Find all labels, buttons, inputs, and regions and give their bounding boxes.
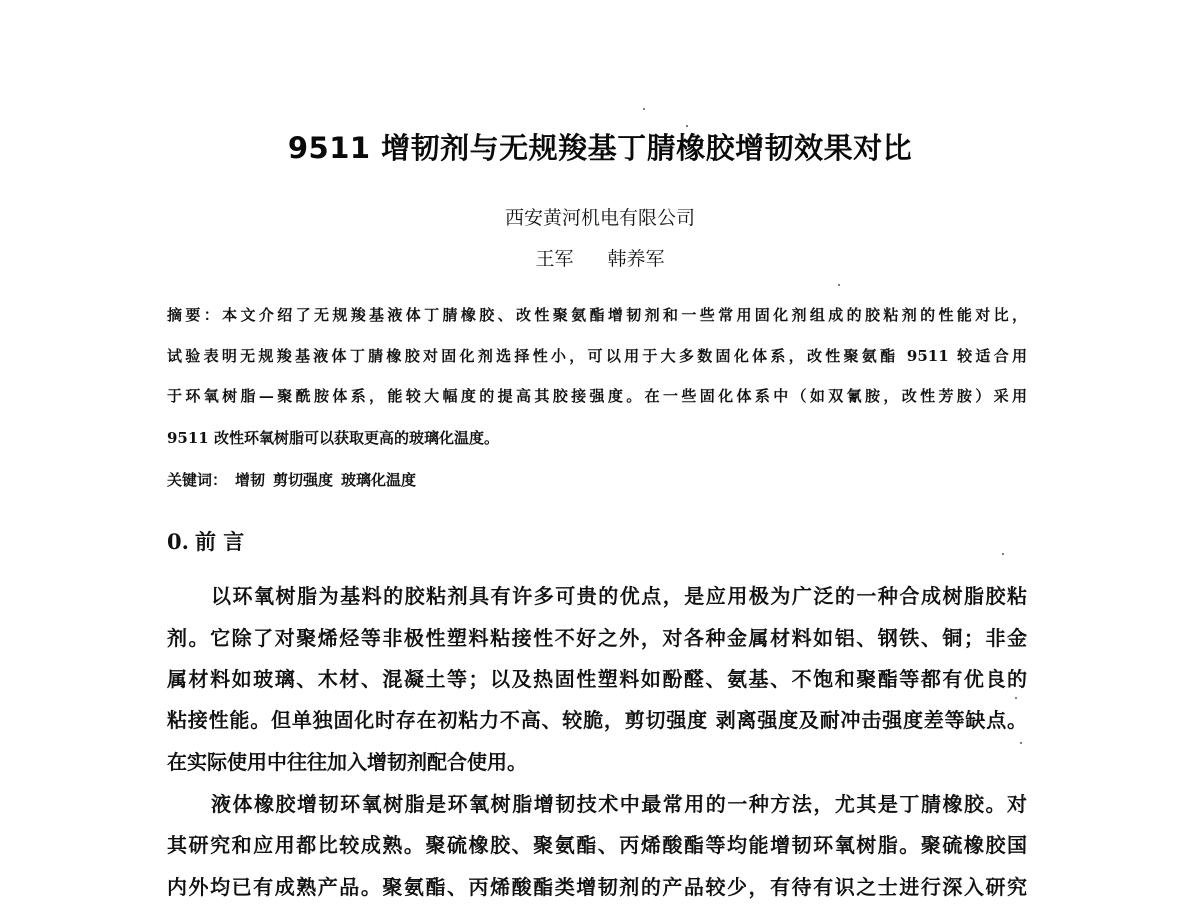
section-heading <box>167 526 244 556</box>
body-line: 在实际使用中往往加入增韧剂配合使用。 <box>167 750 527 774</box>
keyword: 剪切强度 <box>273 471 334 489</box>
body-line: 其研究和应用都比较成熟。聚硫橡胶、聚氨酯、丙烯酸酯等均能增韧环氧树脂。聚硫橡胶国 <box>167 833 1027 857</box>
scan-speck <box>686 125 688 127</box>
body-line: 剂。它除了对聚烯烃等非极性塑料粘接性不好之外，对各种金属材料如铝、钢铁、铜；非金 <box>167 626 1027 650</box>
keyword: 玻璃化温度 <box>341 471 417 489</box>
keywords <box>167 469 416 490</box>
abstract-text: 本文介绍了无规羧基液体丁腈橡胶、改性聚氨酯增韧剂和一些常用固化剂组成的胶粘剂的性能对比， <box>222 306 1027 324</box>
scan-speck <box>1015 697 1017 699</box>
affiliation: 西安黄河机电有限公司 <box>504 207 695 229</box>
section-title: 前 言 <box>194 529 245 554</box>
author-name: 韩养军 <box>607 248 665 270</box>
keywords-label: 关键词： <box>167 471 228 489</box>
author-list <box>0 244 1200 271</box>
abstract-line <box>167 304 1027 325</box>
body-line: 以环氧树脂为基料的胶粘剂具有许多可贵的优点，是应用极为广泛的一种合成树脂胶粘 <box>211 584 1027 608</box>
scan-speck <box>1020 742 1022 744</box>
body-line: 内外均已有成熟产品。聚氨酯、丙烯酸酯类增韧剂的产品较少，有待有识之士进行深入研究 <box>167 875 1027 899</box>
body-line: 属材料如玻璃、木材、混凝土等；以及热固性塑料如酚醛、氨基、不饱和聚酯等都有优良的 <box>167 667 1027 691</box>
scan-speck <box>643 108 645 110</box>
section-number: 0. <box>167 529 189 554</box>
author-name: 王军 <box>535 248 574 270</box>
keyword: 增韧 <box>235 471 266 489</box>
abstract-line: 试验表明无规羧基液体丁腈橡胶对固化剂选择性小，可以用于大多数固化体系，改性聚氨酯 9511 较适合用 <box>167 347 1027 365</box>
abstract-line: 9511 改性环氧树脂可以获取更高的玻璃化温度。 <box>167 429 499 447</box>
abstract-line: 于环氧树脂—聚酰胺体系，能较大幅度的提高其胶接强度。在一些固化体系中（如双氰胺，改性芳胺）采用 <box>167 387 1027 405</box>
scan-speck <box>838 284 840 286</box>
body-line: 粘接性能。但单独固化时存在初粘力不高、较脆，剪切强度 剥离强度及耐冲击强度差等缺点。 <box>167 708 1027 732</box>
paper-title: 9511 增韧剂与无规羧基丁腈橡胶增韧效果对比 <box>287 131 913 165</box>
scan-speck <box>1002 553 1004 555</box>
abstract-label: 摘要： <box>167 306 223 324</box>
body-line: 液体橡胶增韧环氧树脂是环氧树脂增韧技术中最常用的一种方法，尤其是丁腈橡胶。对 <box>211 792 1027 816</box>
